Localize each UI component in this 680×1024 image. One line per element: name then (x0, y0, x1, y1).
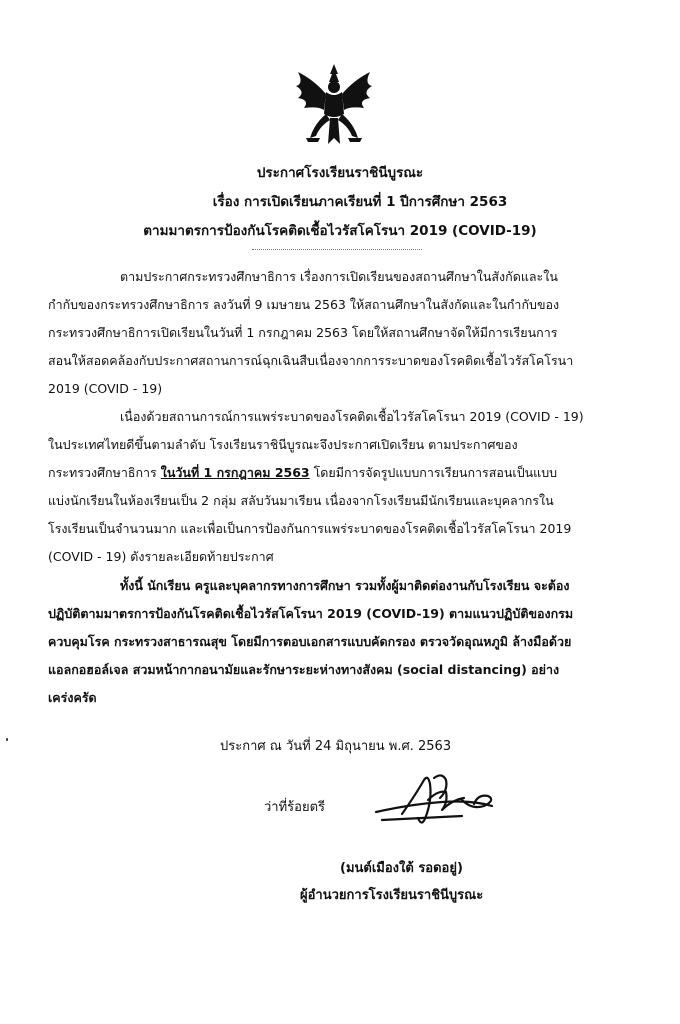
paragraph-2-text: โดยมีการจัดรูปแบบการเรียนการสอนเป็นแบบ (309, 465, 558, 480)
paragraph-2-line: ในประเทศไทยดีขึ้นตามลำดับ โรงเรียนราชินีบูรณะจึงประกาศเปิดเรียน ตามประกาศของ (48, 437, 518, 452)
paragraph-3-line: ปฏิบัติตามมาตรการป้องกันโรคติดเชื้อไวรัสโคโรนา 2019 (COVID-19) ตามแนวปฏิบัติของกรม (48, 606, 574, 621)
paragraph-2-line: แบ่งนักเรียนในห้องเรียนเป็น 2 กลุ่ม สลับวันมาเรียน เนื่องจากโรงเรียนมีนักเรียนและบุคลากรใน (48, 493, 554, 508)
paragraph-3-lead: ทั้งนี้ (120, 578, 143, 593)
announcement-measures: ตามมาตรการป้องกันโรคติดเชื้อไวรัสโคโรนา 2019 (COVID-19) (143, 223, 537, 239)
reopening-date-highlight: ในวันที่ 1 กรกฎาคม 2563 (160, 465, 310, 480)
garuda-emblem-icon (284, 62, 384, 150)
paragraph-3-text: นักเรียน ครูและบุคลากรทางการศึกษา รวมทั้งผู้มาติดต่องานกับโรงเรียน จะต้อง (142, 578, 570, 593)
scan-speck (6, 738, 8, 741)
signer-position: ผู้อำนวยการโรงเรียนราชินีบูรณะ (300, 888, 484, 903)
announcement-date: ประกาศ ณ วันที่ 24 มิถุนายน พ.ศ. 2563 (220, 739, 452, 754)
paragraph-2-text: กระทรวงศึกษาธิการ (48, 465, 161, 480)
paragraph-1-line: กำกับของกระทรวงศึกษาธิการ ลงวันที่ 9 เมษายน 2563 ให้สถานศึกษาในสังกัดและในกำกับของ (48, 297, 560, 312)
announcement-subject: เรื่อง การเปิดเรียนภาคเรียนที่ 1 ปีการศึกษา 2563 (212, 194, 508, 210)
paragraph-1-line: สอนให้สอดคล้องกับประกาศสถานการณ์ฉุกเฉินสืบเนื่องจากการระบาดของโรคติดเชื้อไวรัสโคโรนา (48, 353, 574, 368)
paragraph-2-line-with-date (48, 464, 638, 482)
paragraph-1-line: 2019 (COVID - 19) (48, 381, 163, 396)
signer-name: (มนต์เมืองใต้ รอดอยู่) (340, 861, 463, 876)
paragraph-3-line: เคร่งครัด (48, 690, 97, 705)
paragraph-1-line: ตามประกาศกระทรวงศึกษาธิการ เรื่องการเปิดเรียนของสถานศึกษาในสังกัดและใน (120, 269, 558, 284)
announcement-title: ประกาศโรงเรียนราชินีบูรณะ (256, 165, 424, 181)
paragraph-3-line: ควบคุมโรค กระทรวงสาธารณสุข โดยมีการตอบเอกสารแบบคัดกรอง ตรวจวัดอุณหภูมิ ล้างมือด้วย (48, 634, 572, 649)
paragraph-3-line: แอลกอฮอล์เจล สวมหน้ากากอนามัยและรักษาระยะห่างทางสังคม (social distancing) อย่าง (48, 662, 560, 677)
handwritten-signature (372, 770, 512, 840)
paragraph-2-line: (COVID - 19) ดังรายละเอียดท้ายประกาศ (48, 549, 274, 564)
paragraph-3-line (120, 577, 638, 595)
signer-rank: ว่าที่ร้อยตรี (264, 800, 326, 815)
paragraph-2-line: โรงเรียนเป็นจำนวนมาก และเพื่อเป็นการป้องกันการแพร่ระบาดของโรคติดเชื้อไวรัสโคโรนา 2019 (48, 521, 572, 536)
paragraph-2-line: เนื่องด้วยสถานการณ์การแพร่ระบาดของโรคติดเชื้อไวรัสโคโรนา 2019 (COVID - 19) (120, 409, 584, 424)
paragraph-1-line: กระทรวงศึกษาธิการเปิดเรียนในวันที่ 1 กรกฎาคม 2563 โดยให้สถานศึกษาจัดให้มีการเรียนการ (48, 325, 558, 340)
dotted-divider (252, 249, 422, 250)
